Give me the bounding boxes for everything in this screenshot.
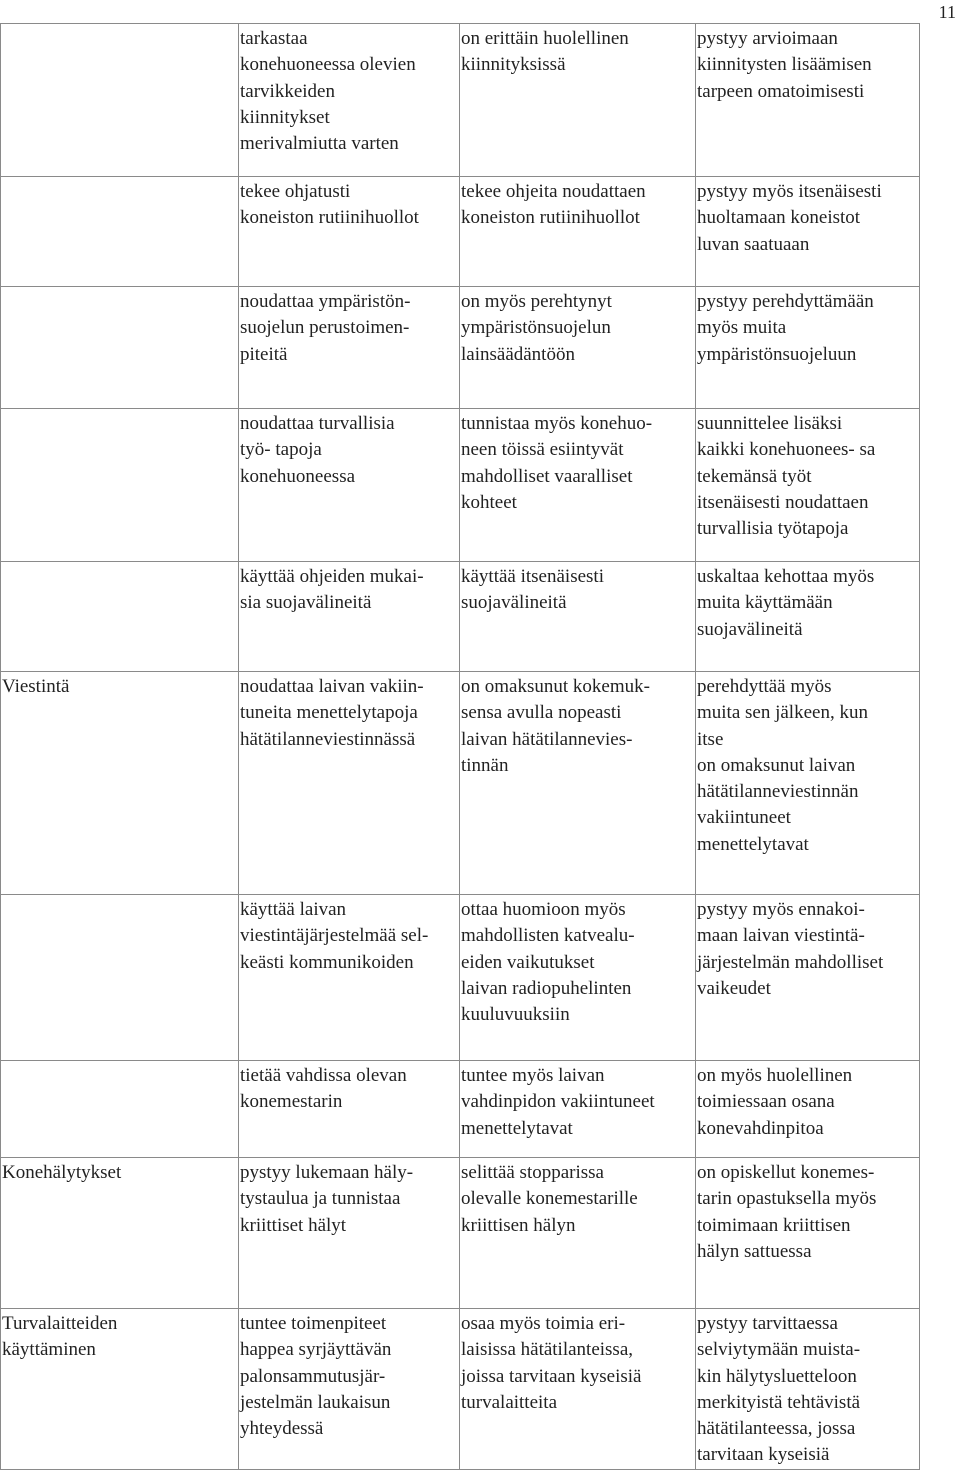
level-3-cell xyxy=(696,672,920,895)
area-cell xyxy=(1,177,239,287)
level-2-cell xyxy=(460,672,696,895)
level-3-cell xyxy=(696,287,920,409)
level-1-text: tekee ohjatusti koneiston rutiinihuollot xyxy=(240,181,419,229)
level-2-cell xyxy=(460,1309,696,1470)
level-3-text: suunnittelee lisäksi kaikki konehuonees- sa tekemänsä työt itsenäisesti noudattaen turvallisia työtapoja xyxy=(697,413,876,540)
area-label xyxy=(1,895,238,897)
area-label xyxy=(1,1061,238,1063)
area-label: Viestintä xyxy=(2,676,70,697)
level-1-text: noudattaa laivan vakiin- tuneita menettelytapoja hätätilanneviestinnässä xyxy=(240,676,424,750)
level-2-text: on erittäin huolellinen kiinnityksissä xyxy=(461,28,629,76)
level-1-cell xyxy=(239,1158,460,1309)
level-1-text: käyttää ohjeiden mukai- sia suojavälineitä xyxy=(240,566,424,614)
level-1-text: pystyy lukemaan häly- tystaulua ja tunnistaa kriittiset hälyt xyxy=(240,1162,414,1236)
area-label: Konehälytykset xyxy=(2,1162,122,1183)
area-cell xyxy=(1,562,239,672)
level-2-cell xyxy=(460,1158,696,1309)
level-3-text: on myös huolellinen toimiessaan osana konevahdinpitoa xyxy=(697,1065,853,1139)
level-1-cell xyxy=(239,409,460,562)
table-row xyxy=(1,24,920,177)
competency-table xyxy=(0,23,920,1470)
level-3-text: pystyy arvioimaan kiinnitysten lisäämisen tarpeen omatoimisesti xyxy=(697,28,872,102)
level-1-cell xyxy=(239,177,460,287)
level-2-cell xyxy=(460,562,696,672)
area-cell xyxy=(1,409,239,562)
level-3-text: pystyy myös itsenäisesti huoltamaan koneistot luvan saatuaan xyxy=(697,181,882,255)
table-row xyxy=(1,672,920,895)
level-3-text: pystyy perehdyttämään myös muita ympäristönsuojeluun xyxy=(697,291,874,365)
level-3-cell xyxy=(696,1309,920,1470)
level-1-cell xyxy=(239,1061,460,1158)
level-1-cell xyxy=(239,287,460,409)
level-3-text: uskaltaa kehottaa myös muita käyttämään suojavälineitä xyxy=(697,566,875,640)
level-3-text: pystyy tarvittaessa selviytymään muista- kin hälytysluetteloon merkityistä tehtävistä hätätilanteessa, jossa tarvitaan kyseisiä xyxy=(697,1313,861,1466)
level-1-cell xyxy=(239,24,460,177)
level-1-text: noudattaa ympäristön- suojelun perustoimen- piteitä xyxy=(240,291,411,365)
table-row xyxy=(1,177,920,287)
level-1-text: noudattaa turvallisia työ- tapoja konehuoneessa xyxy=(240,413,395,487)
area-label: Turvalaitteiden käyttäminen xyxy=(2,1313,118,1361)
area-label xyxy=(1,287,238,289)
level-3-cell xyxy=(696,895,920,1061)
level-3-cell xyxy=(696,1158,920,1309)
level-3-cell xyxy=(696,562,920,672)
area-cell xyxy=(1,672,239,895)
level-2-text: on omaksunut kokemuk- sensa avulla nopeasti laivan hätätilannevies- tinnän xyxy=(461,676,650,776)
level-1-text: tietää vahdissa olevan konemestarin xyxy=(240,1065,407,1113)
level-2-text: selittää stopparissa olevalle konemestarille kriittisen hälyn xyxy=(461,1162,638,1236)
level-1-cell xyxy=(239,562,460,672)
level-2-text: osaa myös toimia eri- laisissa hätätilanteissa, joissa tarvitaan kyseisiä turvalaitteita xyxy=(461,1313,642,1413)
table-row xyxy=(1,1158,920,1309)
level-3-cell xyxy=(696,177,920,287)
level-2-cell xyxy=(460,24,696,177)
level-2-cell xyxy=(460,895,696,1061)
level-2-cell xyxy=(460,177,696,287)
level-2-cell xyxy=(460,1061,696,1158)
level-3-cell xyxy=(696,24,920,177)
table-row xyxy=(1,287,920,409)
area-cell xyxy=(1,24,239,177)
page-number: 11 xyxy=(938,2,956,22)
area-cell xyxy=(1,1158,239,1309)
area-cell xyxy=(1,895,239,1061)
level-3-cell xyxy=(696,409,920,562)
table-row xyxy=(1,895,920,1061)
level-2-text: tunnistaa myös konehuo- neen töissä esiintyvät mahdolliset vaaralliset kohteet xyxy=(461,413,653,513)
level-3-cell xyxy=(696,1061,920,1158)
table-row xyxy=(1,1061,920,1158)
area-cell xyxy=(1,1309,239,1470)
level-3-text: perehdyttää myös muita sen jälkeen, kun itse on omaksunut laivan hätätilanneviestinnän vakiintuneet menettelytavat xyxy=(697,676,868,855)
level-2-text: ottaa huomioon myös mahdollisten katvealu- eiden vaikutukset laivan radiopuhelinten kuuluvuuksiin xyxy=(461,899,635,1026)
level-1-text: käyttää laivan viestintäjärjestelmää sel- keästi kommunikoiden xyxy=(240,899,429,973)
level-1-cell xyxy=(239,672,460,895)
area-label xyxy=(1,562,238,564)
area-label xyxy=(1,409,238,411)
level-1-cell xyxy=(239,895,460,1061)
level-2-text: käyttää itsenäisesti suojavälineitä xyxy=(461,566,604,614)
level-2-text: tekee ohjeita noudattaen koneiston rutiinihuollot xyxy=(461,181,646,229)
area-label xyxy=(1,24,238,26)
level-1-text: tarkastaa konehuoneessa olevien tarvikkeiden kiinnitykset merivalmiutta varten xyxy=(240,28,416,155)
area-cell xyxy=(1,1061,239,1158)
area-cell xyxy=(1,287,239,409)
table-row xyxy=(1,409,920,562)
table-row xyxy=(1,1309,920,1470)
table-row xyxy=(1,562,920,672)
level-2-cell xyxy=(460,287,696,409)
level-1-cell xyxy=(239,1309,460,1470)
level-2-text: tuntee myös laivan vahdinpidon vakiintuneet menettelytavat xyxy=(461,1065,655,1139)
area-label xyxy=(1,177,238,179)
level-2-cell xyxy=(460,409,696,562)
level-3-text: on opiskellut konemes- tarin opastuksella myös toimimaan kriittisen hälyn sattuessa xyxy=(697,1162,877,1262)
level-1-text: tuntee toimenpiteet happea syrjäyttävän palonsammutusjär- jestelmän laukaisun yhteydessä xyxy=(240,1313,392,1440)
level-2-text: on myös perehtynyt ympäristönsuojelun lainsäädäntöön xyxy=(461,291,612,365)
level-3-text: pystyy myös ennakoi- maan laivan viestintä- järjestelmän mahdolliset vaikeudet xyxy=(697,899,884,999)
